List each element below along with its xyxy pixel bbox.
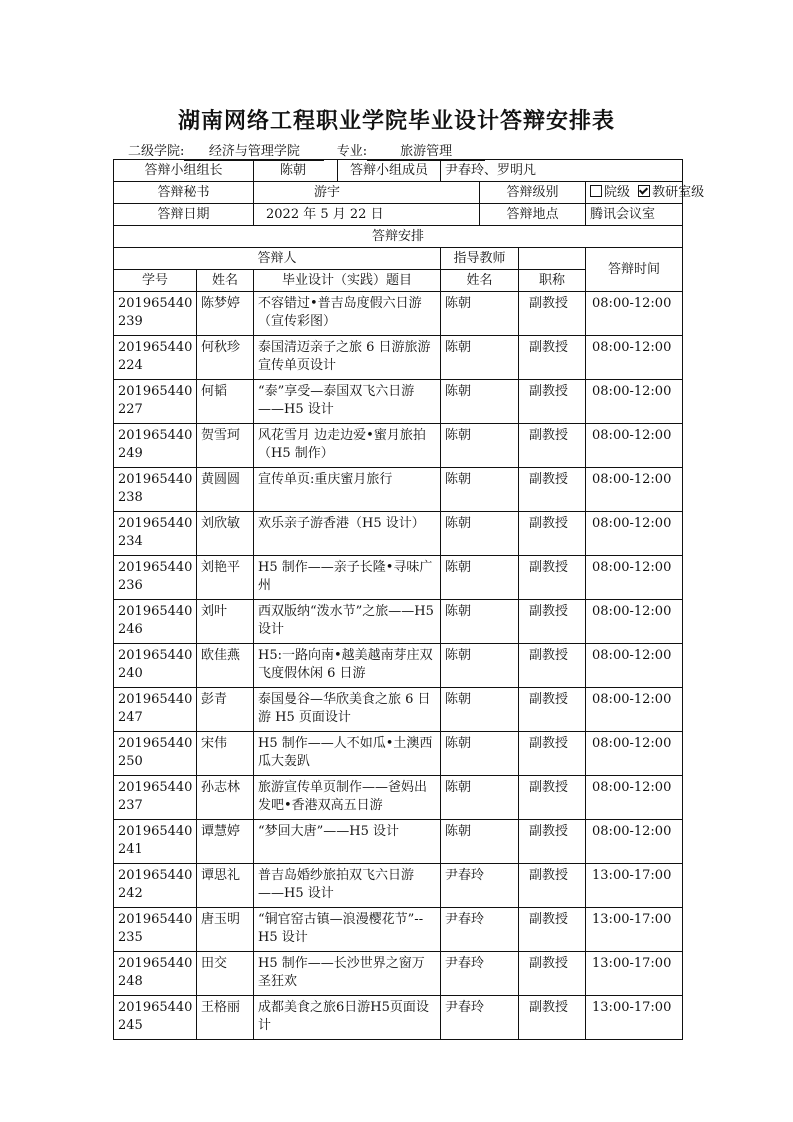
topic-cell [254,732,441,776]
info-row-leader [114,160,683,182]
advisor-title-cell [519,292,586,336]
advisor-name-cell [441,380,519,424]
defense-time-cell [586,424,683,468]
advisor-title: 副教授 [529,692,569,707]
student-id-cell [114,512,197,556]
student-id-cell [114,336,197,380]
advisor-name-cell [441,996,519,1040]
advisor-title: 副教授 [529,648,569,663]
advisor-name: 陈朝 [445,428,472,443]
student-name-cell [197,600,254,644]
advisor-title-cell [519,732,586,776]
date-label: 答辩日期 [114,204,254,226]
defense-time: 08:00-12:00 [592,692,672,707]
student-id-cell [114,820,197,864]
advisor-title-cell [519,468,586,512]
table-row [114,908,683,952]
level-option2-label: 教研室级 [652,184,705,200]
topic-cell [254,908,441,952]
table-row [114,644,683,688]
document-title: 湖南网络工程职业学院毕业设计答辩安排表 [177,108,615,134]
student-id-part2: 240 [118,666,143,681]
table-row [114,600,683,644]
date-value: 2022 年 5 月 22 日 [254,204,480,226]
student-id-cell [114,380,197,424]
student-name-cell [197,864,254,908]
table-row [114,468,683,512]
advisor-name-cell [441,688,519,732]
section-title: 答辩安排 [114,226,683,248]
topic-cell [254,556,441,600]
college-value: 经济与管理学院 [184,140,324,161]
col-name-header: 姓名 [197,270,254,292]
student-id-cell [114,468,197,512]
advisor-title: 副教授 [529,912,569,927]
student-id-part1: 201965440 [118,428,193,443]
student-id-part1: 201965440 [118,560,193,575]
advisor-title-cell [519,776,586,820]
group-student-header: 答辩人 [114,248,441,270]
defense-time-cell [586,512,683,556]
student-name-cell [197,996,254,1040]
major-value: 旅游管理 [367,140,485,161]
student-name: 刘叶 [201,604,228,619]
advisor-title-cell [519,380,586,424]
topic-text: 旅游宣传单页制作——爸妈出发吧•香港双高五日游 [258,780,428,813]
student-name: 田交 [201,956,228,971]
advisor-title: 副教授 [529,516,569,531]
members-value: 尹春玲、罗明凡 [441,160,683,182]
advisor-name: 陈朝 [445,340,472,355]
topic-text: 欢乐亲子游香港（H5 设计） [258,516,425,531]
advisor-title-cell [519,820,586,864]
student-id-part2: 241 [118,842,143,857]
advisor-name-cell [441,908,519,952]
advisor-title-cell [519,688,586,732]
student-name-cell [197,688,254,732]
advisor-name-cell [441,336,519,380]
advisor-name-cell [441,864,519,908]
advisor-title-cell [519,644,586,688]
level-option1-checkbox[interactable] [590,185,602,197]
advisor-title: 副教授 [529,296,569,311]
advisor-title: 副教授 [529,824,569,839]
defense-time: 08:00-12:00 [592,296,672,311]
advisor-title: 副教授 [529,472,569,487]
topic-cell [254,424,441,468]
student-id-cell [114,688,197,732]
advisor-name: 陈朝 [445,560,472,575]
advisor-title: 副教授 [529,428,569,443]
advisor-name: 陈朝 [445,296,472,311]
topic-text: 不容错过•普吉岛度假六日游（宣传彩图） [258,296,422,329]
advisor-name: 陈朝 [445,472,472,487]
topic-text: “梦回大唐”——H5 设计 [258,824,400,839]
defense-time-cell [586,468,683,512]
student-name: 黄圆圆 [201,472,241,487]
level-label: 答辩级别 [480,182,586,204]
topic-cell [254,512,441,556]
advisor-name-cell [441,600,519,644]
defense-time-cell [586,292,683,336]
student-id-part1: 201965440 [118,692,193,707]
defense-time-cell [586,996,683,1040]
advisor-name: 陈朝 [445,384,472,399]
defense-time: 08:00-12:00 [592,472,672,487]
topic-text: “泰”享受—泰国双飞六日游——H5 设计 [258,384,415,417]
student-name-cell [197,336,254,380]
student-name: 唐玉明 [201,912,241,927]
student-id-part1: 201965440 [118,384,193,399]
student-id-part1: 201965440 [118,912,193,927]
advisor-title-cell [519,600,586,644]
advisor-name-cell [441,468,519,512]
student-name: 彭青 [201,692,228,707]
defense-time: 13:00-17:00 [592,1000,672,1015]
topic-text: H5:一路向南•越美越南芽庄双飞度假休闲 6 日游 [258,648,433,681]
schedule-rows [114,292,683,1040]
defense-time-cell [586,864,683,908]
defense-time: 08:00-12:00 [592,648,672,663]
topic-cell [254,776,441,820]
topic-cell [254,864,441,908]
student-id-part1: 201965440 [118,956,193,971]
student-id-part1: 201965440 [118,296,193,311]
student-name: 宋伟 [201,736,228,751]
advisor-title: 副教授 [529,340,569,355]
secretary-value: 游宇 [254,182,480,204]
student-id-part1: 201965440 [118,868,193,883]
advisor-name-cell [441,820,519,864]
topic-text: 普吉岛婚纱旅拍双飞六日游——H5 设计 [258,868,415,901]
student-id-part2: 237 [118,798,143,813]
place-value: 腾讯会议室 [586,204,683,226]
table-row [114,864,683,908]
student-name-cell [197,732,254,776]
table-row [114,336,683,380]
advisor-name-cell [441,952,519,996]
defense-time: 08:00-12:00 [592,560,672,575]
advisor-title-cell [519,512,586,556]
advisor-title-cell [519,424,586,468]
advisor-title-cell [519,996,586,1040]
topic-text: H5 制作——人不如瓜•土澳西瓜大轰趴 [258,736,433,769]
col-id-header: 学号 [114,270,197,292]
defense-time-cell [586,952,683,996]
topic-cell [254,468,441,512]
student-id-part1: 201965440 [118,516,193,531]
student-id-part2: 250 [118,754,143,769]
advisor-title: 副教授 [529,956,569,971]
defense-time: 08:00-12:00 [592,340,672,355]
table-row [114,776,683,820]
student-name: 何秋珍 [201,340,241,355]
defense-time-cell [586,336,683,380]
leader-value: 陈朝 [254,160,338,182]
student-id-part2: 248 [118,974,143,989]
table-row [114,952,683,996]
student-name: 欧佳燕 [201,648,241,663]
advisor-title-cell [519,864,586,908]
leader-label: 答辩小组组长 [114,160,254,182]
advisor-name: 尹春玲 [445,956,485,971]
defense-time-cell [586,688,683,732]
student-name: 谭慧婷 [201,824,241,839]
table-row [114,424,683,468]
defense-time-cell [586,908,683,952]
advisor-name: 陈朝 [445,824,472,839]
advisor-name: 陈朝 [445,692,472,707]
student-id-cell [114,952,197,996]
topic-text: 成都美食之旅6日游H5页面设计 [258,1000,429,1033]
table-row [114,380,683,424]
col-advisor-title-header: 职称 [519,270,586,292]
table-row [114,996,683,1040]
group-header-row [114,248,683,270]
group-advisor-header-cont [519,248,586,270]
defense-time-cell [586,776,683,820]
student-id-cell [114,644,197,688]
student-id-cell [114,776,197,820]
student-id-part2: 245 [118,1018,143,1033]
advisor-name-cell [441,644,519,688]
table-row [114,732,683,776]
student-name-cell [197,292,254,336]
advisor-name-cell [441,556,519,600]
topic-cell [254,336,441,380]
student-name-cell [197,556,254,600]
table-row [114,556,683,600]
student-id-part2: 239 [118,314,143,329]
level-option2-checkbox[interactable] [638,185,650,197]
defense-time-cell [586,600,683,644]
student-id-cell [114,556,197,600]
student-name: 陈梦婷 [201,296,241,311]
student-name: 刘艳平 [201,560,241,575]
topic-cell [254,820,441,864]
student-id-part1: 201965440 [118,340,193,355]
student-id-part2: 227 [118,402,143,417]
defense-time: 08:00-12:00 [592,384,672,399]
defense-time: 08:00-12:00 [592,604,672,619]
info-row-secretary [114,182,683,204]
advisor-title: 副教授 [529,384,569,399]
student-name-cell [197,380,254,424]
topic-cell [254,996,441,1040]
student-id-cell [114,864,197,908]
defense-time-cell [586,820,683,864]
student-name-cell [197,468,254,512]
student-id-part2: 247 [118,710,143,725]
defense-time: 08:00-12:00 [592,516,672,531]
defense-time: 13:00-17:00 [592,956,672,971]
student-name-cell [197,820,254,864]
defense-time-cell [586,556,683,600]
level-options [586,182,705,204]
topic-cell [254,688,441,732]
student-id-part1: 201965440 [118,648,193,663]
student-id-part2: 249 [118,446,143,461]
student-name: 贺雪珂 [201,428,241,443]
student-id-part1: 201965440 [118,824,193,839]
defense-time: 08:00-12:00 [592,780,672,795]
student-id-cell [114,996,197,1040]
student-name: 刘欣敏 [201,516,241,531]
level-option1-label: 院级 [604,184,631,200]
defense-time: 13:00-17:00 [592,912,672,927]
advisor-name-cell [441,776,519,820]
table-row [114,688,683,732]
topic-text: 风花雪月 边走边爱•蜜月旅拍（H5 制作） [258,428,426,461]
student-name: 谭思礼 [201,868,241,883]
advisor-name-cell [441,424,519,468]
topic-cell [254,952,441,996]
advisor-title-cell [519,336,586,380]
student-id-cell [114,600,197,644]
secretary-label: 答辩秘书 [114,182,254,204]
topic-cell [254,600,441,644]
advisor-title-cell [519,908,586,952]
advisor-name: 陈朝 [445,604,472,619]
advisor-title: 副教授 [529,604,569,619]
student-id-part2: 234 [118,534,143,549]
advisor-name: 尹春玲 [445,868,485,883]
student-id-cell [114,732,197,776]
advisor-name: 陈朝 [445,648,472,663]
col-advisor-name-header: 姓名 [441,270,519,292]
defense-time: 08:00-12:00 [592,736,672,751]
student-id-part2: 224 [118,358,143,373]
place-label: 答辩地点 [480,204,586,226]
topic-cell [254,292,441,336]
topic-text: 泰国曼谷—华欣美食之旅 6 日游 H5 页面设计 [258,692,431,725]
table-row [114,512,683,556]
section-title-row [114,226,683,248]
col-topic-header: 毕业设计（实践）题目 [254,270,441,292]
advisor-name-cell [441,732,519,776]
defense-schedule-table [113,159,705,1040]
student-name: 孙志林 [201,780,241,795]
col-time-header: 答辩时间 [586,248,683,292]
student-id-part1: 201965440 [118,780,193,795]
student-name-cell [197,644,254,688]
student-name-cell [197,952,254,996]
student-id-part2: 246 [118,622,143,637]
advisor-title: 副教授 [529,736,569,751]
student-name-cell [197,908,254,952]
advisor-title: 副教授 [529,868,569,883]
student-id-cell [114,424,197,468]
topic-cell [254,380,441,424]
defense-time: 08:00-12:00 [592,824,672,839]
members-label: 答辩小组成员 [338,160,441,182]
defense-time-cell [586,380,683,424]
topic-text: 泰国清迈亲子之旅 6 日游旅游宣传单页设计 [258,340,431,373]
topic-text: “铜官窑古镇—浪漫樱花节”--H5 设计 [258,912,424,945]
student-id-part1: 201965440 [118,1000,193,1015]
defense-time-cell [586,644,683,688]
college-label: 二级学院: [128,144,185,159]
advisor-name: 陈朝 [445,516,472,531]
advisor-name: 陈朝 [445,736,472,751]
advisor-name: 尹春玲 [445,1000,485,1015]
college-major-line [128,140,485,161]
info-row-date [114,204,683,226]
topic-cell [254,644,441,688]
topic-text: H5 制作——长沙世界之窗万圣狂欢 [258,956,425,989]
topic-text: H5 制作——亲子长隆•寻味广州 [258,560,433,593]
student-name: 何韬 [201,384,228,399]
student-name: 王格丽 [201,1000,241,1015]
advisor-name-cell [441,292,519,336]
table-row [114,292,683,336]
student-id-part2: 235 [118,930,143,945]
student-id-part1: 201965440 [118,736,193,751]
defense-time: 08:00-12:00 [592,428,672,443]
advisor-title: 副教授 [529,780,569,795]
defense-time: 13:00-17:00 [592,868,672,883]
topic-text: 宣传单页:重庆蜜月旅行 [258,472,393,487]
student-id-cell [114,908,197,952]
advisor-title: 副教授 [529,560,569,575]
topic-text: 西双版纳“泼水节”之旅——H5 设计 [258,604,434,637]
student-name-cell [197,512,254,556]
student-id-part2: 242 [118,886,143,901]
student-name-cell [197,776,254,820]
student-id-part1: 201965440 [118,472,193,487]
student-id-part2: 238 [118,490,143,505]
student-id-part2: 236 [118,578,143,593]
advisor-name: 陈朝 [445,780,472,795]
group-advisor-header: 指导教师 [441,248,519,270]
advisor-name-cell [441,512,519,556]
table-row [114,820,683,864]
student-name-cell [197,424,254,468]
student-id-cell [114,292,197,336]
advisor-title-cell [519,952,586,996]
defense-time-cell [586,732,683,776]
advisor-title-cell [519,556,586,600]
major-label: 专业: [336,144,368,159]
advisor-name: 尹春玲 [445,912,485,927]
student-id-part1: 201965440 [118,604,193,619]
advisor-title: 副教授 [529,1000,569,1015]
